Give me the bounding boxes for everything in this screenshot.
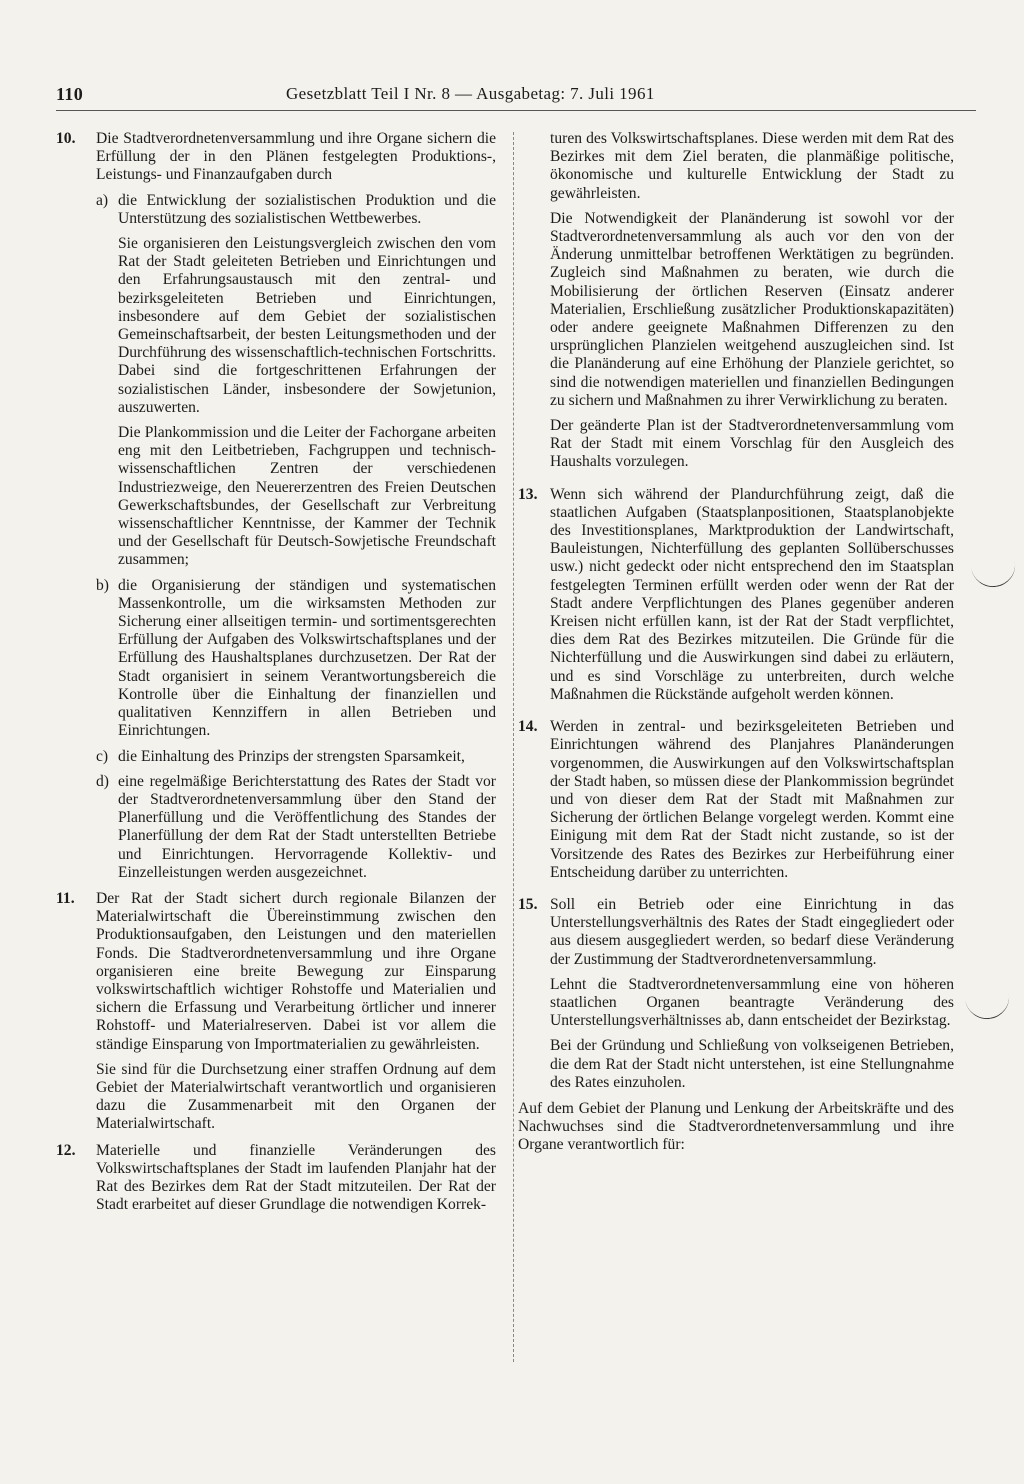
page-header <box>56 84 976 112</box>
paragraph: Die Plankommission und die Leiter der Fachorgane arbeiten eng mit den Leitbetrieben, Fachgruppen und technisch-wissenschaftlichen Zentren der verschiedenen Industriezweige, den Neuererzentren des Freien Deutschen Gewerkschaftsbundes, der Gesellschaft zur Verbreitung wissenschaftlicher Kenntnisse, der Kammer der Technik und der Gesellschaft für Deutsch-Sowjetische Freundschaft zusammen; <box>118 424 496 569</box>
closing-paragraph: Auf dem Gebiet der Planung und Lenkung der Arbeitskräfte und des Nachwuchses sind die Stadtverordnetenversammlung und ihre Organe verantwortlich für: <box>518 1099 954 1154</box>
section-11 <box>56 890 496 1134</box>
section-number: 12. <box>56 1141 76 1159</box>
section-13 <box>518 486 954 704</box>
subitem-c <box>96 748 496 766</box>
section-number: 14. <box>518 718 538 736</box>
paragraph: Der Rat der Stadt sichert durch regionale Bilanzen der Materialwirtschaft die Übereinstimmung zwischen den Produktionsaufgaben, den Leistungen und den materiellen Fonds. Die Stadtverordnetenversammlung und ihre Organe organisieren eine breite Bewegung zur Einsparung volkswirtschaftlich wichtiger Rohstoffe und Materialien und sichern die Erfassung und Verarbeitung örtlicher und innerer Rohstoff- und Materialreserven. Dabei ist vor allem die ständige Einsparung von Importmaterialien zu gewährleisten. <box>96 889 496 1053</box>
paragraph: Materielle und finanzielle Veränderungen des Volkswirtschaftsplanes der Stadt im laufenden Planjahr hat der Rat des Bezirkes dem Rat der Stadt mitzuteilen. Der Rat der Stadt erarbeitet auf dieser Grundlage die notwendigen Korrek- <box>96 1141 496 1214</box>
section-number: 15. <box>518 895 538 913</box>
paragraph: Die Stadtverordnetenversammlung und ihre Organe sichern die Erfüllung der in den Plänen festgelegten Produktions-, Leistungs- und Finanzaufgaben durch <box>96 130 496 184</box>
margin-pencil-mark <box>964 985 1012 1022</box>
subitem-letter: b) <box>96 576 109 594</box>
subitem-b <box>96 577 496 741</box>
header-rule <box>56 110 976 111</box>
paragraph: die Einhaltung des Prinzips der strengsten Sparsamkeit, <box>118 747 465 765</box>
subitem-letter: a) <box>96 191 109 209</box>
page-number: 110 <box>56 84 84 104</box>
subitem-d <box>96 773 496 882</box>
section-15 <box>518 896 954 1092</box>
paragraph: turen des Volkswirtschaftsplanes. Diese werden mit dem Rat des Bezirkes mit dem Ziel beraten, die planmäßige politische, ökonomische und kulturelle Entwicklung der Stadt zu gewährleisten. <box>550 130 954 202</box>
paragraph: Der geänderte Plan ist der Stadtverordnetenversammlung vom Rat der Stadt mit einem Vorschlag für den Ausgleich des Haushalts vorzulegen. <box>550 417 954 471</box>
paragraph: die Organisierung der ständigen und systematischen Massenkontrolle, um die wirksamsten Methoden zur Sicherung einer allseitigen termin- und sortimentsgerechten Erfüllung der Aufgaben des Volkswirtschaftsplanes und der Erfüllung des Haushaltsplanes durchzusetzen. Der Rat der Stadt organisiert in seinem Verantwortungsbereich die Kontrolle über die Einhaltung der finanziellen und qualitativen Kennziffern in allen Betrieben und Einrichtungen. <box>118 576 496 740</box>
subitem-letter: c) <box>96 747 109 765</box>
section-number: 13. <box>518 485 538 503</box>
section-10 <box>56 130 496 882</box>
column-divider <box>513 132 514 1362</box>
margin-pencil-mark <box>970 553 1018 590</box>
paragraph: Lehnt die Stadtverordnetenversammlung eine von höheren staatlichen Organen beantragte Veränderung des Unterstellungsverhältnisses ab, dann entscheidet der Bezirkstag. <box>550 975 954 1030</box>
paragraph: eine regelmäßige Berichterstattung des Rates der Stadt vor der Stadtverordnetenversammlung über den Stand der Planerfüllung und die Veröffentlichung des Standes der Planerfüllung der dem Rat der Stadt unterstellten Betriebe und Einrichtungen. Hervorragende Kollektiv- und Einzelleistungen werden ausgezeichnet. <box>118 772 496 881</box>
section-12-continued <box>518 130 954 472</box>
paragraph: Wenn sich während der Plandurchführung zeigt, daß die staatlichen Aufgaben (Staatsplanpositionen, Staatsplanobjekte des Investitionsplanes, Marktproduktion der Landwirtschaft, Bauleistungen, Nichterfüllung des geplanten Sollüberschusses usw.) nicht gedeckt oder nicht entsprechend den im Staatsplan festgelegten Terminen erfüllt werden oder wenn der Rat der Stadt andere Verpflichtungen des Planes gegenüber anderen Kreisen nicht erfüllen kann, ist der Rat der Stadt verpflichtet, dies dem Rat des Bezirkes mitzuteilen. Die Gründe für die Nichterfüllung und die Auswirkungen sind dabei zu erläutern, und es sind Vorschläge zu unterbreiten, durch welche Maßnahmen die Rückstände aufgeholt werden können. <box>550 485 954 703</box>
subitem-letter: d) <box>96 772 109 790</box>
paragraph: Die Notwendigkeit der Planänderung ist sowohl vor der Stadtverordnetenversammlung als auch vor den von der Änderung unmittelbar betroffenen Werktätigen zu begründen. Zugleich sind Maßnahmen zu beraten, wie durch die Mobilisierung der örtlichen Reserven (Einsatz anderer Materialien, Erschließung zusätzlicher Produktionskapazitäten) oder andere geeignete Maßnahmen Differenzen zu den ursprünglichen Planzielen weitgehend auszugleichen sind. Ist die Planänderung auf eine Erhöhung der Planziele gerichtet, so sind die notwendigen materiellen und finanziellen Bedingungen zu sichern und Maßnahmen zu ihrer Verwirklichung zu beraten. <box>550 209 954 409</box>
paragraph: die Entwicklung der sozialistischen Produktion und die Unterstützung des sozialistischen Wettbewerbes. <box>118 191 496 227</box>
running-head: Gesetzblatt Teil I Nr. 8 — Ausgabetag: 7. Juli 1961 <box>286 84 655 103</box>
section-12 <box>56 1142 496 1215</box>
section-number: 10. <box>56 130 76 147</box>
left-column <box>56 130 496 1222</box>
paragraph: Sie sind für die Durchsetzung einer straffen Ordnung auf dem Gebiet der Materialwirtschaft verantwortlich und organisieren dazu die Zusammenarbeit mit den Organen der Materialwirtschaft. <box>96 1060 496 1133</box>
paragraph: Bei der Gründung und Schließung von volkseigenen Betrieben, die dem Rat der Stadt nicht unterstehen, ist eine Stellungnahme des Rates einzuholen. <box>550 1037 954 1091</box>
paragraph: Soll ein Betrieb oder eine Einrichtung in das Unterstellungsverhältnis des Rates der Stadt eingegliedert oder aus diesem ausgegliedert werden, so bedarf diese Veränderung der Zustimmung der Stadtverordnetenversammlung. <box>550 895 954 968</box>
paragraph: Werden in zentral- und bezirksgeleiteten Betrieben und Einrichtungen während des Planjahres Planänderungen vorgenommen, die Auswirkungen auf den Volkswirtschaftsplan der Stadt haben, so müssen diese der Plankommission begründet und von dieser dem Rat der Stadt mit Maßnahmen zur Sicherung der örtlichen Belange vorgelegt werden. Kommt eine Einigung mit dem Rat der Stadt nicht zustande, so ist der Vorsitzende des Rates des Bezirkes zur Herbeiführung einer Entscheidung darüber zu unterrichten. <box>550 718 954 881</box>
subitem-a <box>96 192 496 570</box>
right-column <box>518 130 954 1155</box>
section-number: 11. <box>56 889 75 907</box>
paragraph: Sie organisieren den Leistungsvergleich zwischen den vom Rat der Stadt geleiteten Betrieben und Einrichtungen und den Erfahrungsaustausch mit den zentral- und bezirksgeleiteten Betrieben und Einrichtungen, insbesondere auf dem Gebiet der sozialistischen Gemeinschaftsarbeit, der besten Leitungsmethoden und der Durchführung des wissenschaftlich-technischen Fortschritts. Dabei sind die fortgeschrittenen Erfahrungen der sozialistischen Länder, insbesondere der Sowjetunion, auszuwerten. <box>118 235 496 416</box>
section-14 <box>518 718 954 882</box>
